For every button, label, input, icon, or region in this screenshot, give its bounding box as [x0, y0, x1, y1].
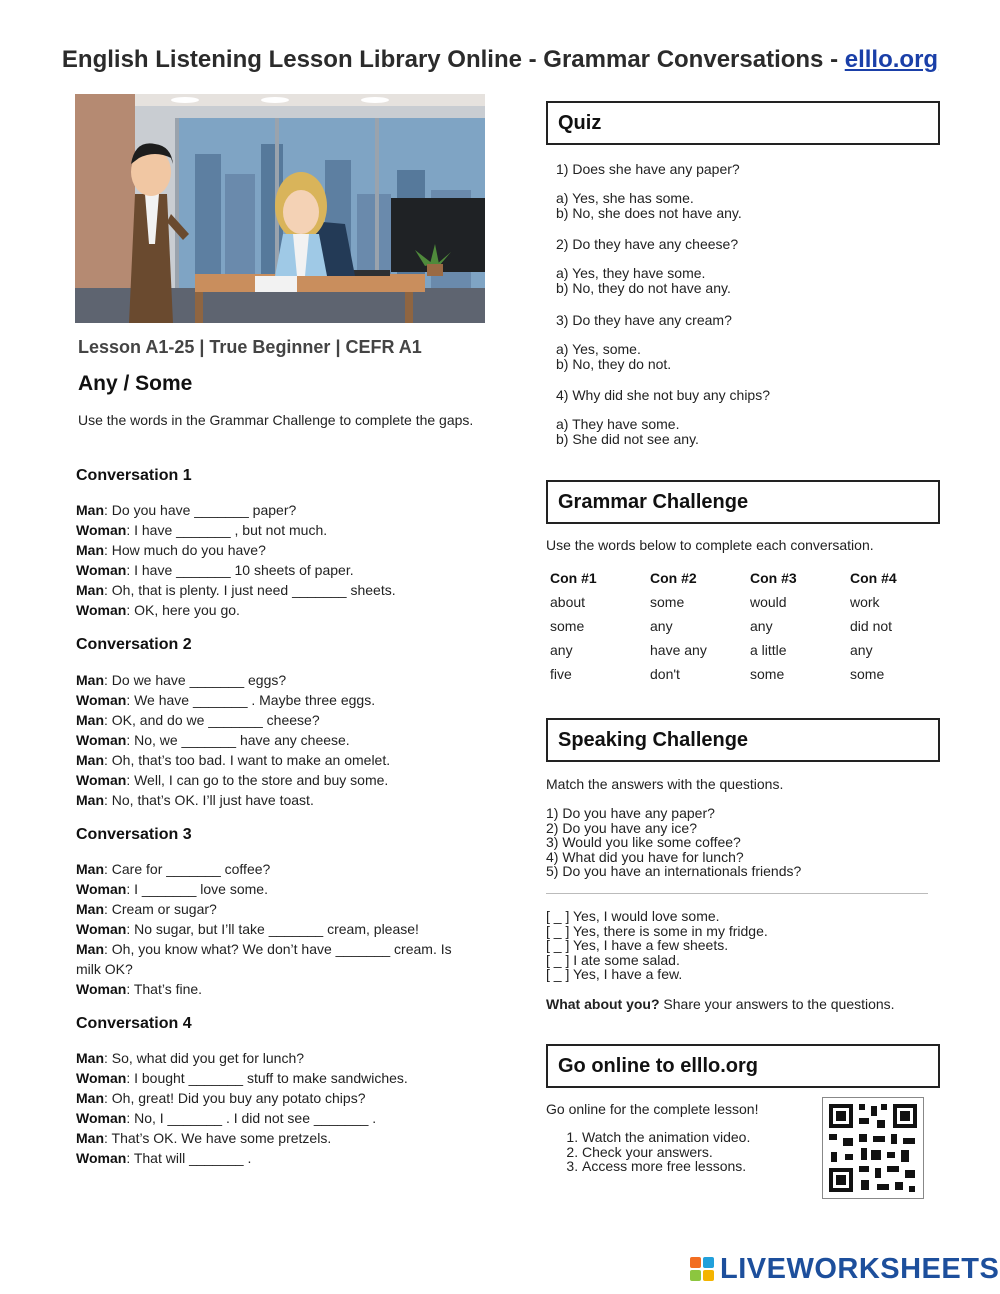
quiz-q4-text: 4) Why did she not buy any chips?	[556, 387, 771, 403]
dialogue-text: : Oh, that’s too bad. I want to make an omelet.	[104, 752, 391, 768]
go-online-steps	[566, 1130, 750, 1174]
dialogue-line	[76, 790, 476, 810]
quiz-question-4	[556, 388, 770, 447]
list-item: 2) Do you have any ice?	[546, 819, 697, 836]
speaker-label: Man	[76, 672, 104, 688]
dialogue-text: : We have _______ . Maybe three eggs.	[126, 692, 376, 708]
liveworksheets-brand: LIVEWORKSHEETS	[720, 1252, 1000, 1285]
lesson-meta: Lesson A1-25 | True Beginner | CEFR A1	[78, 337, 422, 357]
answer-item[interactable]: [ _ ] Yes, I have a few.	[546, 966, 683, 983]
dialogue-text: : No, I _______ . I did not see _______ .	[126, 1110, 377, 1126]
word-bank-column-header: Con #3	[750, 570, 797, 586]
office-scene-image	[75, 94, 485, 323]
quiz-q3-option-a: a) Yes, some.	[556, 341, 641, 357]
dialogue-line	[76, 600, 476, 620]
conversation-2-title: Conversation 2	[76, 636, 192, 653]
speaker-label: Man	[76, 861, 104, 877]
dialogue-line	[76, 690, 476, 710]
dialogue-line	[76, 919, 476, 939]
conversation-3-title: Conversation 3	[76, 826, 192, 843]
dialogue-text: : Oh, great! Did you buy any potato chips?	[104, 1090, 366, 1106]
speaker-label: Man	[76, 1050, 104, 1066]
dialogue-line	[76, 899, 476, 919]
word-bank-cell: five	[550, 666, 572, 682]
dialogue-text: : No sugar, but I’ll take _______ cream, please!	[126, 921, 419, 937]
quiz-q4-option-a: a) They have some.	[556, 416, 680, 432]
speaker-label: Man	[76, 752, 104, 768]
speaker-label: Woman	[76, 1110, 127, 1126]
dialogue-text: : Oh, that is plenty. I just need _______ sheets.	[104, 582, 396, 598]
word-bank-cell: some	[650, 594, 685, 610]
word-bank-column-header: Con #2	[650, 570, 697, 586]
lesson-instructions: Use the words in the Grammar Challenge to complete the gaps.	[78, 412, 474, 428]
divider	[546, 893, 928, 894]
answer-item[interactable]: [ _ ] Yes, I would love some.	[546, 908, 720, 924]
word-bank-cell: any	[850, 642, 873, 658]
dialogue-line	[76, 710, 476, 730]
answer-item[interactable]: [ _ ] Yes, I have a few sheets.	[546, 937, 729, 954]
go-online-intro: Go online for the complete lesson!	[546, 1101, 759, 1117]
dialogue-text: : Do you have _______ paper?	[104, 502, 297, 518]
speaker-label: Man	[76, 901, 104, 917]
speaker-label: Man	[76, 542, 104, 558]
dialogue-line	[76, 879, 476, 899]
word-bank-cell: any	[650, 618, 673, 634]
qr-code-icon	[823, 1098, 923, 1198]
speaker-label: Woman	[76, 692, 127, 708]
list-item: 4) What did you have for lunch?	[546, 848, 744, 865]
dialogue-line	[76, 670, 476, 690]
list-item: 1) Do you have any paper?	[546, 805, 715, 821]
dialogue-line	[76, 500, 476, 520]
word-bank-column-header: Con #4	[850, 570, 897, 586]
quiz-question-3	[556, 313, 732, 372]
elllo-link[interactable]: elllo.org	[844, 46, 939, 73]
dialogue-line	[76, 580, 476, 600]
grammar-challenge-instructions: Use the words below to complete each conversation.	[546, 537, 874, 553]
speaker-label: Man	[76, 941, 104, 957]
dialogue-line	[76, 1148, 476, 1168]
dialogue-line	[76, 1088, 476, 1108]
quiz-q3-option-b: b) No, they do not.	[556, 356, 672, 372]
dialogue-line	[76, 520, 476, 540]
grammar-challenge-heading: Grammar Challenge	[546, 480, 940, 524]
conversation-4-title: Conversation 4	[76, 1015, 192, 1032]
dialogue-text: : So, what did you get for lunch?	[104, 1050, 305, 1066]
speaker-label: Woman	[76, 981, 127, 997]
conversation-1	[76, 500, 476, 620]
list-item: 3. Access more free lessons.	[582, 1159, 750, 1174]
table-row	[546, 638, 946, 662]
page-header	[0, 46, 1000, 74]
speaker-label: Woman	[76, 522, 127, 538]
word-bank-cell: would	[750, 594, 787, 610]
what-about-you-bold: What about you?	[546, 996, 660, 1012]
table-row	[546, 662, 946, 686]
list-item: 3) Would you like some coffee?	[546, 834, 741, 851]
word-bank-cell: some	[550, 618, 585, 634]
header-title: English Listening Lesson Library Online - Grammar Conversations -	[61, 46, 845, 73]
list-item: 5) Do you have an internationals friends?	[546, 863, 802, 880]
dialogue-text: : I bought _______ stuff to make sandwiches.	[126, 1070, 408, 1086]
speaker-label: Woman	[76, 1150, 127, 1166]
list-item: 2. Check your answers.	[582, 1145, 750, 1160]
speaker-label: Man	[76, 712, 104, 728]
word-bank-cell: about	[550, 594, 586, 610]
dialogue-text: : Care for _______ coffee?	[104, 861, 271, 877]
speaker-label: Man	[76, 1130, 104, 1146]
dialogue-text: : I _______ love some.	[126, 881, 268, 897]
lesson-title: Any / Some	[78, 372, 193, 395]
conversation-3	[76, 859, 476, 999]
dialogue-text: : That will _______ .	[126, 1150, 252, 1166]
word-bank-cell: any	[550, 642, 573, 658]
word-bank-cell: did not	[850, 618, 893, 634]
speaker-label: Woman	[76, 1070, 127, 1086]
speaking-answers-list	[546, 909, 768, 982]
go-online-heading: Go online to elllo.org	[546, 1044, 940, 1088]
word-bank-column-header: Con #1	[550, 570, 597, 586]
answer-item[interactable]: [ _ ] Yes, there is some in my fridge.	[546, 922, 768, 939]
conversation-2	[76, 670, 476, 810]
conversation-1-title: Conversation 1	[76, 467, 192, 484]
speaker-label: Woman	[76, 562, 127, 578]
dialogue-text: : I have _______ , but not much.	[126, 522, 328, 538]
speaker-label: Man	[76, 582, 104, 598]
list-item: 1. Watch the animation video.	[582, 1130, 750, 1145]
speaker-label: Woman	[76, 602, 127, 618]
dialogue-line	[76, 1108, 476, 1128]
liveworksheets-mark-icon	[690, 1257, 714, 1281]
dialogue-text: : No, we _______ have any cheese.	[126, 732, 350, 748]
dialogue-line	[76, 750, 476, 770]
quiz-q2-option-a: a) Yes, they have some.	[556, 265, 706, 281]
qr-code[interactable]	[822, 1097, 924, 1199]
dialogue-text: : How much do you have?	[104, 542, 266, 558]
speaker-label: Man	[76, 792, 104, 808]
table-row	[546, 590, 946, 614]
quiz-q4-option-b: b) She did not see any.	[556, 431, 699, 447]
word-bank-cell: some	[850, 666, 885, 682]
dialogue-text: : OK, here you go.	[126, 602, 240, 618]
dialogue-text: : Do we have _______ eggs?	[104, 672, 287, 688]
lesson-illustration	[75, 94, 485, 323]
what-about-you-rest: Share your answers to the questions.	[659, 996, 895, 1012]
dialogue-text: : Oh, you know what? We don’t have _______ cream. Is milk OK?	[76, 941, 452, 977]
quiz-question-1	[556, 162, 742, 221]
quiz-q2-option-b: b) No, they do not have any.	[556, 280, 731, 296]
word-bank-table	[546, 566, 946, 686]
speaking-questions-list	[546, 806, 801, 879]
what-about-you	[546, 996, 895, 1012]
speaking-challenge-heading: Speaking Challenge	[546, 718, 940, 762]
dialogue-line	[76, 939, 476, 979]
dialogue-text: : No, that’s OK. I’ll just have toast.	[104, 792, 314, 808]
dialogue-text: : Well, I can go to the store and buy some.	[126, 772, 389, 788]
quiz-q1-option-a: a) Yes, she has some.	[556, 190, 694, 206]
dialogue-text: : That’s OK. We have some pretzels.	[104, 1130, 332, 1146]
liveworksheets-logo	[690, 1252, 999, 1286]
quiz-q1-option-b: b) No, she does not have any.	[556, 205, 742, 221]
speaking-challenge-instructions: Match the answers with the questions.	[546, 776, 784, 792]
speaker-label: Woman	[76, 772, 127, 788]
dialogue-line	[76, 979, 476, 999]
speaker-label: Man	[76, 502, 104, 518]
dialogue-line	[76, 1128, 476, 1148]
dialogue-text: : That’s fine.	[126, 981, 203, 997]
word-bank-cell: have any	[650, 642, 707, 658]
quiz-q3-text: 3) Do they have any cream?	[556, 312, 732, 328]
word-bank-cell: work	[850, 594, 880, 610]
dialogue-text: : Cream or sugar?	[104, 901, 217, 917]
dialogue-text: : I have _______ 10 sheets of paper.	[126, 562, 354, 578]
word-bank-cell: any	[750, 618, 773, 634]
speaker-label: Woman	[76, 921, 127, 937]
dialogue-line	[76, 560, 476, 580]
dialogue-line	[76, 1068, 476, 1088]
quiz-q1-text: 1) Does she have any paper?	[556, 161, 740, 177]
dialogue-line	[76, 540, 476, 560]
speaker-label: Woman	[76, 732, 127, 748]
speaker-label: Woman	[76, 881, 127, 897]
dialogue-line	[76, 1048, 476, 1068]
word-bank-cell: some	[750, 666, 785, 682]
word-bank-cell: don't	[650, 666, 680, 682]
quiz-q2-text: 2) Do they have any cheese?	[556, 236, 739, 252]
quiz-heading: Quiz	[546, 101, 940, 145]
dialogue-line	[76, 770, 476, 790]
table-row	[546, 614, 946, 638]
dialogue-text: : OK, and do we _______ cheese?	[104, 712, 320, 728]
answer-item[interactable]: [ _ ] I ate some salad.	[546, 951, 680, 968]
word-bank-cell: a little	[750, 642, 787, 658]
dialogue-line	[76, 859, 476, 879]
dialogue-line	[76, 730, 476, 750]
quiz-question-2	[556, 237, 738, 296]
conversation-4	[76, 1048, 476, 1168]
speaker-label: Man	[76, 1090, 104, 1106]
